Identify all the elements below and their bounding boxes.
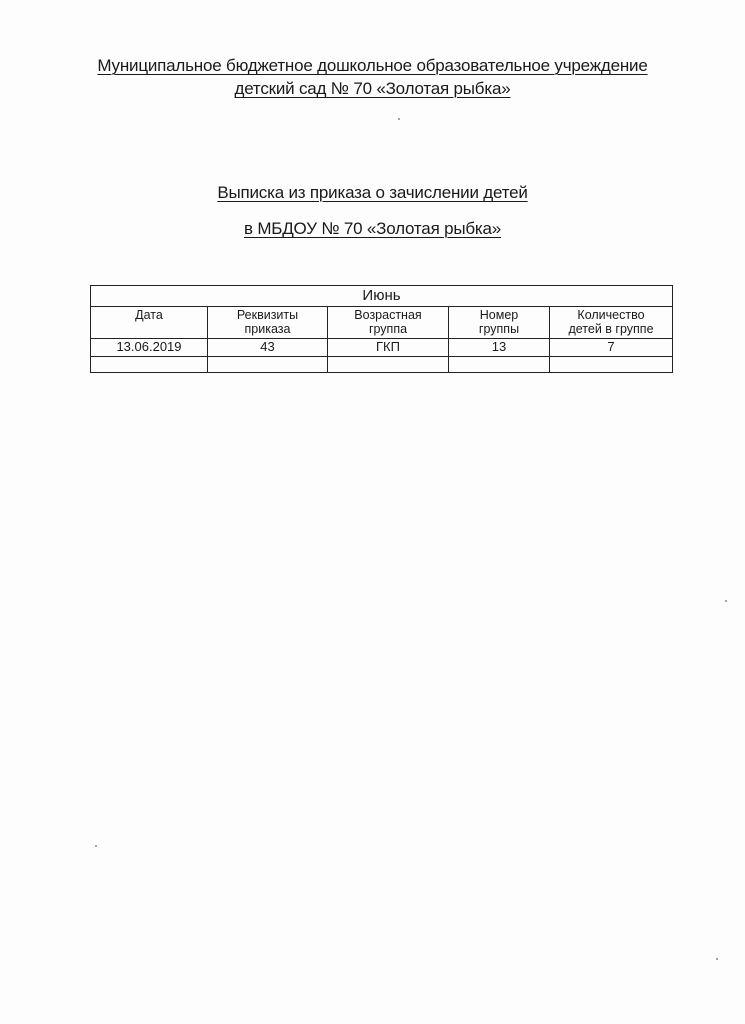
- column-header-date: [91, 307, 208, 339]
- table-cell-date: [91, 357, 208, 373]
- column-header-age-group-line2: группа: [368, 322, 408, 336]
- scan-speck: [398, 118, 400, 120]
- column-header-order-details-line1: Реквизиты: [236, 308, 299, 322]
- table-cell-order-details: [208, 357, 328, 373]
- column-header-order-details: [208, 307, 328, 339]
- column-header-children-count-line2: детей в группе: [568, 322, 654, 336]
- table-row: [91, 357, 673, 373]
- table-cell-group-number: 13: [449, 339, 550, 357]
- table-cell-group-number: [449, 357, 550, 373]
- month-header: Июнь: [91, 286, 673, 307]
- column-header-children-count: [550, 307, 673, 339]
- month-row: [91, 286, 673, 307]
- table-cell-children-count: 7: [550, 339, 673, 357]
- table-cell-date: 13.06.2019: [91, 339, 208, 357]
- table-row: [91, 339, 673, 357]
- column-header-age-group-line1: Возрастная: [354, 308, 422, 322]
- document-title-line2: [40, 218, 705, 240]
- scan-speck: [95, 845, 97, 847]
- document-title-line1: [40, 182, 705, 204]
- table-cell-age-group: [328, 357, 449, 373]
- column-header-children-count-line1: Количество: [577, 308, 645, 322]
- scan-speck: [716, 958, 718, 960]
- column-header-group-number-line1: Номер: [479, 308, 519, 322]
- document-title-line1-text: Выписка из приказа о зачислении детей: [217, 183, 528, 202]
- table-cell-age-group: ГКП: [328, 339, 449, 357]
- column-header-row: [91, 307, 673, 339]
- organization-name-line2: [40, 77, 705, 100]
- table-cell-order-details: 43: [208, 339, 328, 357]
- column-header-date-text: Дата: [135, 308, 163, 322]
- enrollment-table: [90, 285, 673, 373]
- scan-speck: [725, 600, 727, 602]
- organization-name-line1-text: Муниципальное бюджетное дошкольное образовательное учреждение: [97, 56, 648, 75]
- organization-name-line1: [40, 54, 705, 77]
- column-header-group-number: [449, 307, 550, 339]
- document-title-line2-text: в МБДОУ № 70 «Золотая рыбка»: [243, 219, 502, 238]
- column-header-group-number-line2: группы: [478, 322, 520, 336]
- table-cell-children-count: [550, 357, 673, 373]
- column-header-age-group: [328, 307, 449, 339]
- organization-name-line2-text: детский сад № 70 «Золотая рыбка»: [234, 79, 511, 98]
- column-header-order-details-line2: приказа: [244, 322, 291, 336]
